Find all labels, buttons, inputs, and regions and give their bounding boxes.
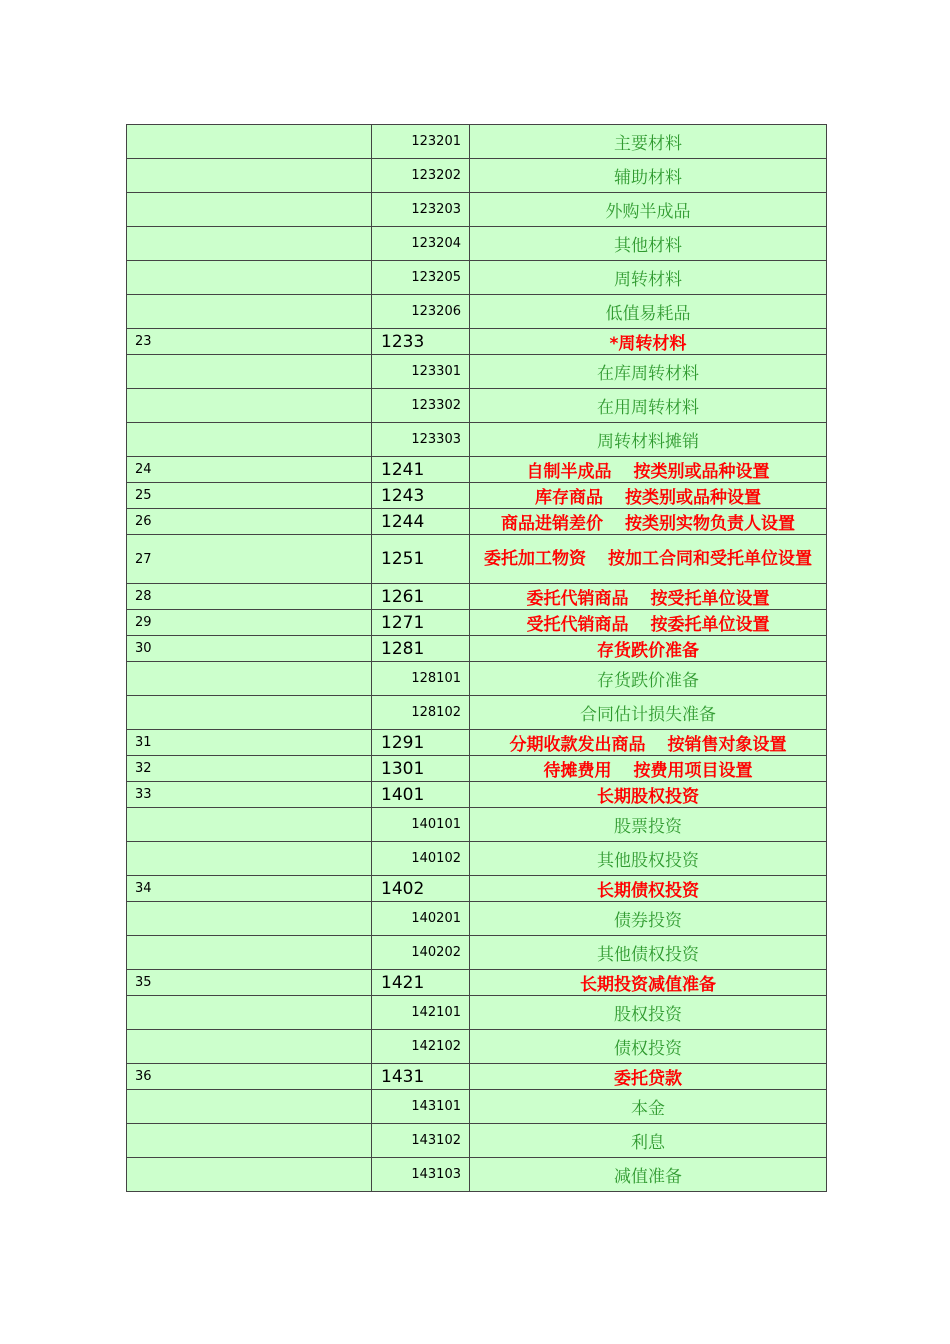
account-row-sub (127, 808, 827, 842)
account-name-cell (470, 423, 827, 457)
account-name: 减值准备 (614, 1167, 682, 1187)
row-sequence-number (127, 389, 372, 423)
account-code: 1233 (372, 329, 470, 355)
account-row-main (127, 610, 827, 636)
row-sequence-number: 26 (127, 509, 372, 535)
row-sequence-number (127, 261, 372, 295)
account-code: 1281 (372, 636, 470, 662)
account-name: 商品进销差价 (501, 514, 603, 534)
account-code: 123301 (372, 355, 470, 389)
account-name: 其他材料 (614, 236, 682, 256)
account-row-sub (127, 902, 827, 936)
account-name-cell (470, 125, 827, 159)
account-name: 存货跌价准备 (597, 671, 699, 691)
account-code: 123205 (372, 261, 470, 295)
account-name: 长期投资减值准备 (580, 975, 716, 995)
account-row-main (127, 457, 827, 483)
account-name-cell (470, 936, 827, 970)
account-name-cell (470, 842, 827, 876)
account-name: 股票投资 (614, 817, 682, 837)
account-code: 123203 (372, 193, 470, 227)
row-sequence-number: 25 (127, 483, 372, 509)
account-code: 123201 (372, 125, 470, 159)
account-name-cell (470, 509, 827, 535)
account-code: 143101 (372, 1090, 470, 1124)
account-code: 143102 (372, 1124, 470, 1158)
account-code: 1431 (372, 1064, 470, 1090)
account-code: 140201 (372, 902, 470, 936)
account-code: 1421 (372, 970, 470, 996)
account-row-main (127, 876, 827, 902)
row-sequence-number (127, 1158, 372, 1192)
account-code-table-body (127, 125, 827, 1192)
account-name-cell (470, 457, 827, 483)
row-sequence-number: 35 (127, 970, 372, 996)
account-code: 1401 (372, 782, 470, 808)
account-row-sub (127, 125, 827, 159)
row-sequence-number: 32 (127, 756, 372, 782)
account-code: 128102 (372, 696, 470, 730)
account-row-main (127, 483, 827, 509)
account-name: 长期债权投资 (597, 881, 699, 901)
row-sequence-number: 33 (127, 782, 372, 808)
account-setup-rule: 按加工合同和受托单位设置 (608, 548, 812, 569)
account-name: 分期收款发出商品 (509, 735, 646, 755)
account-name-cell (470, 636, 827, 662)
account-name-cell (470, 193, 827, 227)
account-row-sub (127, 261, 827, 295)
account-name: 本金 (631, 1099, 665, 1119)
row-sequence-number: 28 (127, 584, 372, 610)
account-row-sub (127, 842, 827, 876)
account-code: 140102 (372, 842, 470, 876)
account-name: 低值易耗品 (605, 304, 691, 324)
account-name: 周转材料摊销 (597, 432, 699, 452)
account-name-cell (470, 808, 827, 842)
account-code: 1243 (372, 483, 470, 509)
row-sequence-number: 30 (127, 636, 372, 662)
account-row-main (127, 1064, 827, 1090)
account-setup-rule: 按类别或品种设置 (633, 462, 770, 482)
account-code: 1271 (372, 610, 470, 636)
account-code: 143103 (372, 1158, 470, 1192)
account-name: 委托贷款 (614, 1069, 682, 1089)
row-sequence-number (127, 696, 372, 730)
account-row-sub (127, 295, 827, 329)
row-sequence-number (127, 808, 372, 842)
account-name: 待摊费用 (543, 761, 612, 781)
account-row-sub (127, 389, 827, 423)
account-name-cell (470, 696, 827, 730)
account-setup-rule: 按类别实物负责人设置 (625, 514, 795, 534)
account-name: 长期股权投资 (597, 787, 699, 807)
account-row-sub (127, 1124, 827, 1158)
account-code: 123302 (372, 389, 470, 423)
account-name: 外购半成品 (605, 202, 691, 222)
account-name: 利息 (631, 1133, 665, 1153)
row-sequence-number: 34 (127, 876, 372, 902)
account-name-cell (470, 535, 827, 584)
account-name-cell (470, 1064, 827, 1090)
account-name: 债权投资 (614, 1039, 682, 1059)
account-code: 1241 (372, 457, 470, 483)
account-name: 其他债权投资 (597, 945, 699, 965)
account-name-cell (470, 1030, 827, 1064)
account-row-sub (127, 423, 827, 457)
account-code: 123303 (372, 423, 470, 457)
account-name: 受托代销商品 (526, 615, 629, 635)
row-sequence-number (127, 1090, 372, 1124)
account-row-main (127, 509, 827, 535)
account-row-sub (127, 1090, 827, 1124)
account-row-sub (127, 1158, 827, 1192)
row-sequence-number (127, 842, 372, 876)
account-name-cell (470, 483, 827, 509)
row-sequence-number: 27 (127, 535, 372, 584)
account-row-main (127, 730, 827, 756)
row-sequence-number: 36 (127, 1064, 372, 1090)
account-code: 123202 (372, 159, 470, 193)
account-name: 存货跌价准备 (597, 641, 699, 661)
account-name-cell (470, 389, 827, 423)
account-setup-rule: 按委托单位设置 (650, 615, 770, 635)
account-row-main (127, 970, 827, 996)
row-sequence-number (127, 355, 372, 389)
account-name: *周转材料 (609, 334, 687, 354)
row-sequence-number (127, 423, 372, 457)
account-row-main (127, 636, 827, 662)
account-code: 1251 (372, 535, 470, 584)
account-name-cell (470, 662, 827, 696)
row-sequence-number: 24 (127, 457, 372, 483)
row-sequence-number: 31 (127, 730, 372, 756)
account-name: 其他股权投资 (597, 851, 699, 871)
account-code: 142102 (372, 1030, 470, 1064)
account-name-cell (470, 159, 827, 193)
row-sequence-number (127, 902, 372, 936)
account-code: 142101 (372, 996, 470, 1030)
account-name-cell (470, 295, 827, 329)
account-row-sub (127, 936, 827, 970)
account-name-cell (470, 1158, 827, 1192)
account-code: 128101 (372, 662, 470, 696)
account-row-main (127, 584, 827, 610)
account-name-cell (470, 756, 827, 782)
account-name-cell (470, 261, 827, 295)
row-sequence-number: 29 (127, 610, 372, 636)
account-code: 1244 (372, 509, 470, 535)
account-name-cell (470, 1090, 827, 1124)
account-code-table (126, 124, 827, 1192)
account-row-sub (127, 159, 827, 193)
account-row-sub (127, 355, 827, 389)
account-name: 股权投资 (614, 1005, 682, 1025)
account-code: 140101 (372, 808, 470, 842)
account-name-cell (470, 996, 827, 1030)
account-setup-rule: 按费用项目设置 (633, 761, 753, 781)
row-sequence-number (127, 936, 372, 970)
account-name-cell (470, 610, 827, 636)
row-sequence-number (127, 295, 372, 329)
account-row-sub (127, 696, 827, 730)
row-sequence-number (127, 159, 372, 193)
row-sequence-number (127, 996, 372, 1030)
account-name: 主要材料 (614, 134, 682, 154)
account-name-cell (470, 227, 827, 261)
account-name: 委托加工物资 (484, 548, 586, 569)
row-sequence-number (127, 125, 372, 159)
account-name-cell (470, 584, 827, 610)
account-code: 1301 (372, 756, 470, 782)
account-name-cell (470, 876, 827, 902)
row-sequence-number (127, 193, 372, 227)
account-row-sub (127, 227, 827, 261)
account-name-cell (470, 1124, 827, 1158)
account-row-main (127, 329, 827, 355)
account-name: 周转材料 (614, 270, 682, 290)
account-row-main (127, 782, 827, 808)
row-sequence-number (127, 227, 372, 261)
account-code: 1291 (372, 730, 470, 756)
account-name: 辅助材料 (614, 168, 682, 188)
account-name: 在用周转材料 (597, 398, 699, 418)
account-setup-rule: 按类别或品种设置 (625, 488, 761, 508)
account-code: 123206 (372, 295, 470, 329)
account-name: 库存商品 (535, 488, 603, 508)
account-name: 自制半成品 (526, 462, 612, 482)
account-code: 1402 (372, 876, 470, 902)
row-sequence-number (127, 1124, 372, 1158)
account-code: 140202 (372, 936, 470, 970)
account-code: 1261 (372, 584, 470, 610)
account-row-sub (127, 193, 827, 227)
row-sequence-number: 23 (127, 329, 372, 355)
account-name-cell (470, 329, 827, 355)
account-name: 委托代销商品 (526, 589, 629, 609)
account-name: 在库周转材料 (597, 364, 699, 384)
account-setup-rule: 按销售对象设置 (667, 735, 787, 755)
account-name: 债券投资 (614, 911, 682, 931)
account-name-cell (470, 902, 827, 936)
account-code: 123204 (372, 227, 470, 261)
account-setup-rule: 按受托单位设置 (650, 589, 770, 609)
account-name-cell (470, 355, 827, 389)
account-name: 合同估计损失准备 (580, 705, 716, 725)
account-row-sub (127, 996, 827, 1030)
account-row-main (127, 535, 827, 584)
account-row-sub (127, 662, 827, 696)
account-name-cell (470, 782, 827, 808)
row-sequence-number (127, 1030, 372, 1064)
account-name-cell (470, 970, 827, 996)
account-row-sub (127, 1030, 827, 1064)
account-name-cell (470, 730, 827, 756)
row-sequence-number (127, 662, 372, 696)
account-row-main (127, 756, 827, 782)
